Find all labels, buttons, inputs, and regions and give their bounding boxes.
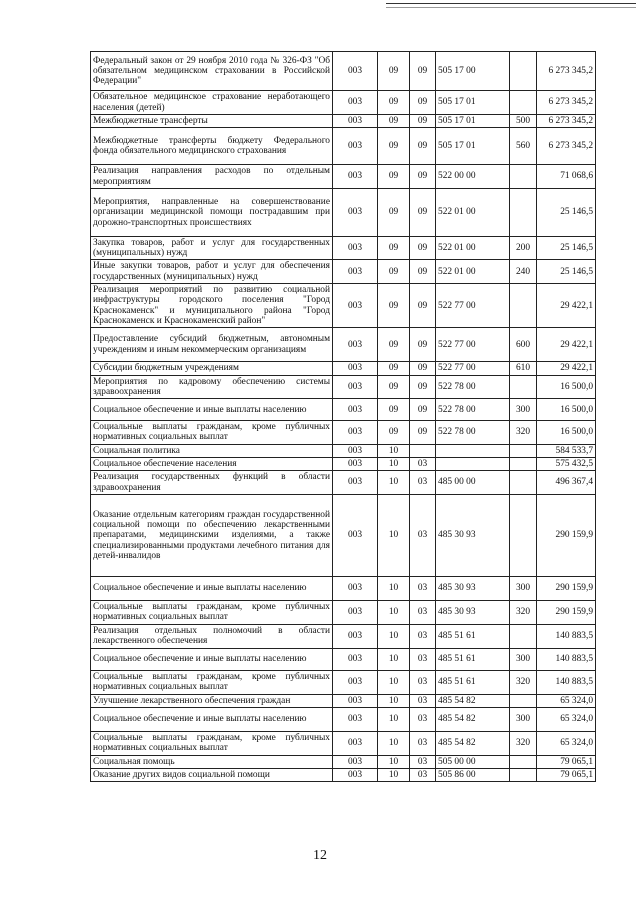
table-row	[91, 188, 596, 236]
row-name: Социальное обеспечение населения	[91, 458, 333, 471]
row-rz: 09	[378, 115, 410, 128]
row-vr: 320	[510, 421, 537, 445]
row-sum: 584 533,7	[537, 444, 596, 457]
table-row	[91, 494, 596, 576]
row-rz: 10	[378, 458, 410, 471]
row-csr: 522 01 00	[436, 188, 510, 236]
row-csr: 485 51 61	[436, 648, 510, 670]
row-rz: 10	[378, 648, 410, 670]
row-sum: 140 883,5	[537, 624, 596, 648]
row-name: Федеральный закон от 29 ноября 2010 года № 326-ФЗ "Об обязательном медицинском страховании в Российской Федерации"	[91, 52, 333, 91]
row-vr: 600	[510, 328, 537, 362]
row-csr: 485 51 61	[436, 670, 510, 694]
row-rz: 09	[378, 399, 410, 421]
row-ved: 003	[333, 165, 378, 189]
budget-table	[90, 51, 596, 782]
row-vr: 320	[510, 600, 537, 624]
row-name: Оказание отдельным категориям граждан государственной социальной помощи по обеспечению лекарственными препаратами, медицинскими изделиями, а также специализированными продуктами лечебного питания для детей-инвалидов	[91, 494, 333, 576]
row-ved: 003	[333, 52, 378, 91]
row-csr: 505 17 01	[436, 91, 510, 115]
row-name: Социальные выплаты гражданам, кроме публичных нормативных социальных выплат	[91, 731, 333, 755]
row-vr	[510, 694, 537, 707]
row-ved: 003	[333, 284, 378, 328]
row-rz: 09	[378, 362, 410, 375]
table-row	[91, 670, 596, 694]
row-sum: 290 159,9	[537, 600, 596, 624]
row-name: Реализация мероприятий по развитию социальной инфраструктуры городского поселения "Город Краснокаменск" и муниципального района "Город Краснокаменск и Краснокаменский район"	[91, 284, 333, 328]
row-ved: 003	[333, 362, 378, 375]
row-ved: 003	[333, 236, 378, 260]
table-row	[91, 421, 596, 445]
row-pr: 03	[410, 600, 436, 624]
row-ved: 003	[333, 375, 378, 399]
row-sum: 6 273 345,2	[537, 91, 596, 115]
row-pr: 03	[410, 494, 436, 576]
row-pr: 03	[410, 707, 436, 731]
row-ved: 003	[333, 769, 378, 782]
row-vr	[510, 624, 537, 648]
row-ved: 003	[333, 128, 378, 165]
row-ved: 003	[333, 648, 378, 670]
row-name: Реализация отдельных полномочий в области лекарственного обеспечения	[91, 624, 333, 648]
row-pr: 03	[410, 670, 436, 694]
row-csr: 522 78 00	[436, 375, 510, 399]
row-name: Социальная политика	[91, 444, 333, 457]
row-ved: 003	[333, 624, 378, 648]
row-ved: 003	[333, 707, 378, 731]
table-row	[91, 707, 596, 731]
table-row	[91, 328, 596, 362]
row-name: Межбюджетные трансферты бюджету Федерального фонда обязательного медицинского страхования	[91, 128, 333, 165]
row-vr: 610	[510, 362, 537, 375]
row-name: Социальное обеспечение и иные выплаты населению	[91, 648, 333, 670]
row-sum: 6 273 345,2	[537, 52, 596, 91]
row-vr: 500	[510, 115, 537, 128]
row-name: Социальная помощь	[91, 755, 333, 768]
row-vr	[510, 91, 537, 115]
row-pr: 09	[410, 375, 436, 399]
row-pr: 03	[410, 471, 436, 495]
row-csr: 485 54 82	[436, 694, 510, 707]
row-vr	[510, 769, 537, 782]
row-sum: 6 273 345,2	[537, 128, 596, 165]
row-vr	[510, 471, 537, 495]
table-row	[91, 731, 596, 755]
row-rz: 09	[378, 284, 410, 328]
row-pr: 09	[410, 128, 436, 165]
row-rz: 09	[378, 188, 410, 236]
row-pr: 03	[410, 755, 436, 768]
row-name: Мероприятия, направленные на совершенствование организации медицинской помощи пострадавшим при дорожно-транспортных происшествиях	[91, 188, 333, 236]
row-rz: 09	[378, 165, 410, 189]
row-sum: 65 324,0	[537, 707, 596, 731]
row-ved: 003	[333, 471, 378, 495]
row-vr	[510, 165, 537, 189]
row-rz: 10	[378, 731, 410, 755]
table-row	[91, 471, 596, 495]
row-vr	[510, 375, 537, 399]
row-csr: 485 30 93	[436, 576, 510, 600]
row-vr: 300	[510, 576, 537, 600]
row-rz: 09	[378, 128, 410, 165]
row-csr: 505 17 01	[436, 115, 510, 128]
row-csr: 485 30 93	[436, 600, 510, 624]
row-pr: 09	[410, 188, 436, 236]
table-row	[91, 165, 596, 189]
row-vr	[510, 284, 537, 328]
table-row	[91, 236, 596, 260]
row-pr: 03	[410, 648, 436, 670]
row-csr: 505 17 01	[436, 128, 510, 165]
row-ved: 003	[333, 694, 378, 707]
row-pr: 09	[410, 421, 436, 445]
row-vr: 300	[510, 399, 537, 421]
row-csr	[436, 444, 510, 457]
row-sum: 65 324,0	[537, 694, 596, 707]
row-pr	[410, 444, 436, 457]
table-row	[91, 284, 596, 328]
row-name: Обязательное медицинское страхование неработающего населения (детей)	[91, 91, 333, 115]
row-rz: 09	[378, 260, 410, 284]
row-name: Субсидии бюджетным учреждениям	[91, 362, 333, 375]
row-sum: 25 146,5	[537, 236, 596, 260]
row-vr	[510, 188, 537, 236]
row-ved: 003	[333, 755, 378, 768]
table-row	[91, 769, 596, 782]
table-row	[91, 399, 596, 421]
row-csr: 522 01 00	[436, 236, 510, 260]
row-pr: 09	[410, 115, 436, 128]
row-csr: 485 00 00	[436, 471, 510, 495]
row-rz: 09	[378, 375, 410, 399]
row-csr: 485 54 82	[436, 707, 510, 731]
row-name: Мероприятия по кадровому обеспечению системы здравоохранения	[91, 375, 333, 399]
header-rule	[386, 3, 636, 4]
row-ved: 003	[333, 600, 378, 624]
row-csr: 522 77 00	[436, 362, 510, 375]
row-sum: 16 500,0	[537, 375, 596, 399]
row-sum: 290 159,9	[537, 576, 596, 600]
row-rz: 09	[378, 421, 410, 445]
row-rz: 10	[378, 600, 410, 624]
row-pr: 03	[410, 458, 436, 471]
row-csr: 522 00 00	[436, 165, 510, 189]
row-rz: 10	[378, 769, 410, 782]
row-pr: 03	[410, 769, 436, 782]
row-csr: 522 78 00	[436, 399, 510, 421]
table-row	[91, 52, 596, 91]
row-sum: 79 065,1	[537, 769, 596, 782]
row-ved: 003	[333, 576, 378, 600]
row-vr: 300	[510, 648, 537, 670]
table-row	[91, 624, 596, 648]
row-name: Закупка товаров, работ и услуг для государственных (муниципальных) нужд	[91, 236, 333, 260]
row-sum: 29 422,1	[537, 284, 596, 328]
row-sum: 25 146,5	[537, 188, 596, 236]
row-name: Социальное обеспечение и иные выплаты населению	[91, 576, 333, 600]
row-vr: 200	[510, 236, 537, 260]
row-rz: 10	[378, 576, 410, 600]
table-row	[91, 648, 596, 670]
row-csr: 485 54 82	[436, 731, 510, 755]
row-ved: 003	[333, 494, 378, 576]
row-ved: 003	[333, 91, 378, 115]
row-rz: 10	[378, 707, 410, 731]
row-pr: 03	[410, 576, 436, 600]
row-name: Реализация государственных функций в области здравоохранения	[91, 471, 333, 495]
row-vr	[510, 494, 537, 576]
row-pr: 09	[410, 165, 436, 189]
table-row	[91, 115, 596, 128]
row-sum: 79 065,1	[537, 755, 596, 768]
row-ved: 003	[333, 458, 378, 471]
row-sum: 29 422,1	[537, 328, 596, 362]
table-row	[91, 91, 596, 115]
row-rz: 09	[378, 52, 410, 91]
row-rz: 10	[378, 494, 410, 576]
table-row	[91, 375, 596, 399]
header-rule-thin	[386, 7, 636, 8]
row-ved: 003	[333, 260, 378, 284]
row-csr	[436, 458, 510, 471]
row-ved: 003	[333, 444, 378, 457]
row-vr: 240	[510, 260, 537, 284]
row-name: Реализация направления расходов по отдельным мероприятиям	[91, 165, 333, 189]
row-rz: 09	[378, 236, 410, 260]
table-row	[91, 128, 596, 165]
row-pr: 03	[410, 731, 436, 755]
row-sum: 6 273 345,2	[537, 115, 596, 128]
row-pr: 09	[410, 260, 436, 284]
row-sum: 29 422,1	[537, 362, 596, 375]
row-sum: 575 432,5	[537, 458, 596, 471]
row-vr: 300	[510, 707, 537, 731]
row-csr: 522 78 00	[436, 421, 510, 445]
row-sum: 496 367,4	[537, 471, 596, 495]
row-ved: 003	[333, 670, 378, 694]
row-rz: 10	[378, 624, 410, 648]
row-vr: 320	[510, 670, 537, 694]
row-name: Социальное обеспечение и иные выплаты населению	[91, 399, 333, 421]
table-body	[91, 52, 596, 782]
row-vr	[510, 755, 537, 768]
row-csr: 485 51 61	[436, 624, 510, 648]
row-name: Межбюджетные трансферты	[91, 115, 333, 128]
row-name: Социальные выплаты гражданам, кроме публичных нормативных социальных выплат	[91, 421, 333, 445]
row-sum: 140 883,5	[537, 648, 596, 670]
row-sum: 140 883,5	[537, 670, 596, 694]
row-ved: 003	[333, 188, 378, 236]
row-name: Улучшение лекарственного обеспечения граждан	[91, 694, 333, 707]
row-csr: 522 01 00	[436, 260, 510, 284]
row-sum: 290 159,9	[537, 494, 596, 576]
row-csr: 505 00 00	[436, 755, 510, 768]
row-pr: 09	[410, 328, 436, 362]
row-vr	[510, 52, 537, 91]
row-pr: 09	[410, 236, 436, 260]
row-rz: 10	[378, 694, 410, 707]
row-pr: 03	[410, 624, 436, 648]
row-csr: 505 17 00	[436, 52, 510, 91]
row-name: Предоставление субсидий бюджетным, автономным учреждениям и иным некоммерческим организациям	[91, 328, 333, 362]
row-sum: 71 068,6	[537, 165, 596, 189]
row-pr: 09	[410, 52, 436, 91]
row-pr: 09	[410, 362, 436, 375]
row-name: Социальное обеспечение и иные выплаты населению	[91, 707, 333, 731]
table-row	[91, 444, 596, 457]
row-sum: 16 500,0	[537, 399, 596, 421]
row-name: Социальные выплаты гражданам, кроме публичных нормативных социальных выплат	[91, 600, 333, 624]
row-rz: 10	[378, 471, 410, 495]
row-vr: 560	[510, 128, 537, 165]
row-ved: 003	[333, 399, 378, 421]
row-ved: 003	[333, 115, 378, 128]
table-row	[91, 576, 596, 600]
row-csr: 522 77 00	[436, 284, 510, 328]
row-sum: 25 146,5	[537, 260, 596, 284]
row-vr	[510, 444, 537, 457]
row-pr: 09	[410, 399, 436, 421]
row-name: Социальные выплаты гражданам, кроме публичных нормативных социальных выплат	[91, 670, 333, 694]
row-csr: 522 77 00	[436, 328, 510, 362]
row-vr: 320	[510, 731, 537, 755]
row-sum: 16 500,0	[537, 421, 596, 445]
row-csr: 485 30 93	[436, 494, 510, 576]
table-row	[91, 362, 596, 375]
row-ved: 003	[333, 421, 378, 445]
table-row	[91, 458, 596, 471]
row-csr: 505 86 00	[436, 769, 510, 782]
row-sum: 65 324,0	[537, 731, 596, 755]
row-vr	[510, 458, 537, 471]
row-rz: 10	[378, 755, 410, 768]
row-ved: 003	[333, 328, 378, 362]
table-row	[91, 600, 596, 624]
row-ved: 003	[333, 731, 378, 755]
row-pr: 03	[410, 694, 436, 707]
row-rz: 10	[378, 444, 410, 457]
row-rz: 09	[378, 328, 410, 362]
row-name: Иные закупки товаров, работ и услуг для обеспечения государственных (муниципальных) нужд	[91, 260, 333, 284]
row-rz: 10	[378, 670, 410, 694]
table-row	[91, 694, 596, 707]
page-number: 12	[313, 848, 327, 863]
row-pr: 09	[410, 284, 436, 328]
table-row	[91, 755, 596, 768]
row-name: Оказание других видов социальной помощи	[91, 769, 333, 782]
table-row	[91, 260, 596, 284]
row-pr: 09	[410, 91, 436, 115]
row-rz: 09	[378, 91, 410, 115]
